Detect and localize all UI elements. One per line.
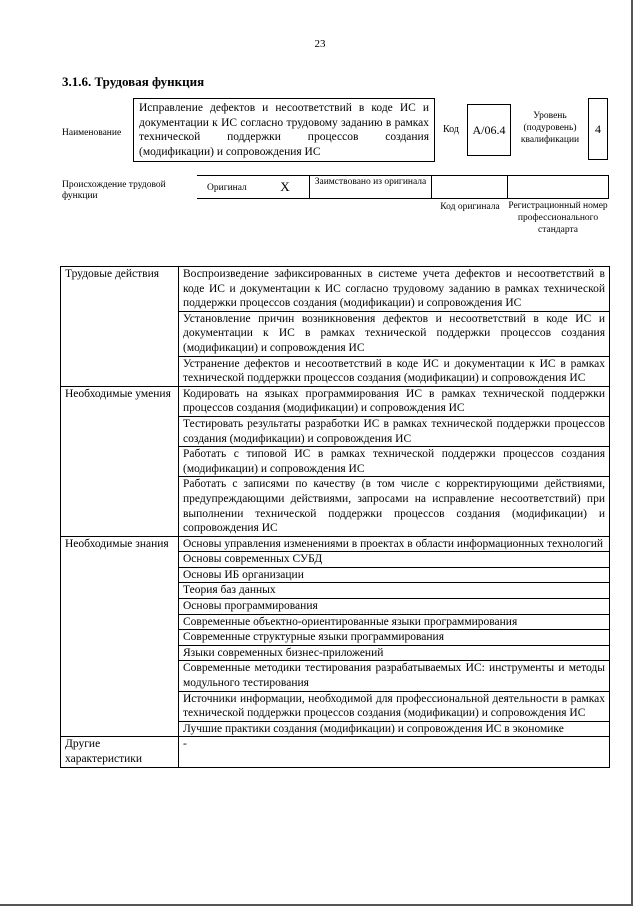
- required-knowledge-item: Лучшие практики создания (модификации) и сопровождения ИС в экономике: [179, 721, 610, 737]
- code-original-label: Код оригинала: [440, 202, 500, 212]
- required-skills-item: Тестировать результаты разработки ИС в рамках технической поддержки процессов создания (модификации) и сопровождения ИС: [179, 416, 610, 446]
- section-heading: 3.1.6. Трудовая функция: [62, 74, 205, 89]
- table-row: [61, 737, 610, 767]
- code-label: Код: [443, 124, 459, 135]
- origin-label: Происхождение трудовой функции: [62, 180, 166, 201]
- name-label: Наименование: [62, 128, 122, 138]
- function-details-table: [60, 266, 610, 768]
- table-row: [61, 536, 610, 552]
- other-characteristics-item: -: [179, 737, 610, 767]
- original-label: Оригинал: [207, 183, 247, 193]
- table-row: [61, 386, 610, 416]
- required-knowledge-item: Теория баз данных: [179, 583, 610, 599]
- required-knowledge-item: Источники информации, необходимой для профессиональной деятельности в рамках технической поддержки процессов создания (модификации) и сопровождения ИС: [179, 691, 610, 721]
- origin-row: [197, 175, 609, 199]
- required-knowledge-item: Языки современных бизнес-приложений: [179, 645, 610, 661]
- required-knowledge-heading: Необходимые знания: [61, 536, 179, 737]
- code-value: A/06.4: [467, 104, 511, 156]
- labor-actions-heading: Трудовые действия: [61, 267, 179, 387]
- level-label: Уровень (подуровень) квалификации: [520, 111, 580, 145]
- required-knowledge-item: Основы управления изменениями в проектах в области информационных технологий: [179, 536, 610, 552]
- code-original-cell: [431, 176, 507, 198]
- required-knowledge-item: Основы современных СУБД: [179, 552, 610, 568]
- required-knowledge-item: Современные объектно-ориентированные языки программирования: [179, 614, 610, 630]
- required-skills-item: Работать с записями по качеству (в том числе с корректирующими действиями, предупреждающими действиями, запросами на исправление несоответствий) при выполнении технической поддержки процессов создания (модификации) и сопровождения ИС: [179, 477, 610, 536]
- required-skills-item: Кодировать на языках программирования ИС в рамках технической поддержки процессов создания (модификации) и сопровождения ИС: [179, 386, 610, 416]
- required-skills-item: Работать с типовой ИС в рамках технической поддержки процессов создания (модификации) и сопровождения ИС: [179, 447, 610, 477]
- labor-actions-item: Установление причин возникновения дефектов и несоответствий в коде ИС и документации к ИС в рамках технической поддержки процессов создания (модификации) и сопровождения ИС: [179, 311, 610, 356]
- other-characteristics-heading: Другие характеристики: [61, 737, 179, 767]
- level-value: 4: [588, 98, 608, 160]
- required-knowledge-item: Основы ИБ организации: [179, 567, 610, 583]
- required-knowledge-item: Основы программирования: [179, 599, 610, 615]
- required-knowledge-item: Современные методики тестирования разрабатываемых ИС: инструменты и методы модульного тестирования: [179, 661, 610, 691]
- borrowed-label: Заимствовано из оригинала: [309, 176, 431, 198]
- function-name-box: Исправление дефектов и несоответствий в коде ИС и документации к ИС согласно трудовому заданию в рамках технической поддержки процессов создания (модификации) и сопровождения ИС: [133, 98, 435, 162]
- required-knowledge-item: Современные структурные языки программирования: [179, 630, 610, 646]
- labor-actions-item: Воспроизведение зафиксированных в системе учета дефектов и несоответствий в коде ИС и документации к ИС согласно трудовому заданию в рамках технической поддержки процессов создания (модификации) и сопровождения ИС: [179, 267, 610, 312]
- labor-actions-item: Устранение дефектов и несоответствий в коде ИС и документации к ИС в рамках технической поддержки процессов создания (модификации) и сопровождения ИС: [179, 356, 610, 386]
- table-row: [61, 267, 610, 312]
- page-number: 23: [314, 38, 326, 50]
- reg-number-cell: [507, 176, 607, 198]
- original-mark: X: [280, 179, 290, 194]
- reg-number-label: Регистрационный номер профессионального стандарта: [508, 201, 608, 235]
- required-skills-heading: Необходимые умения: [61, 386, 179, 536]
